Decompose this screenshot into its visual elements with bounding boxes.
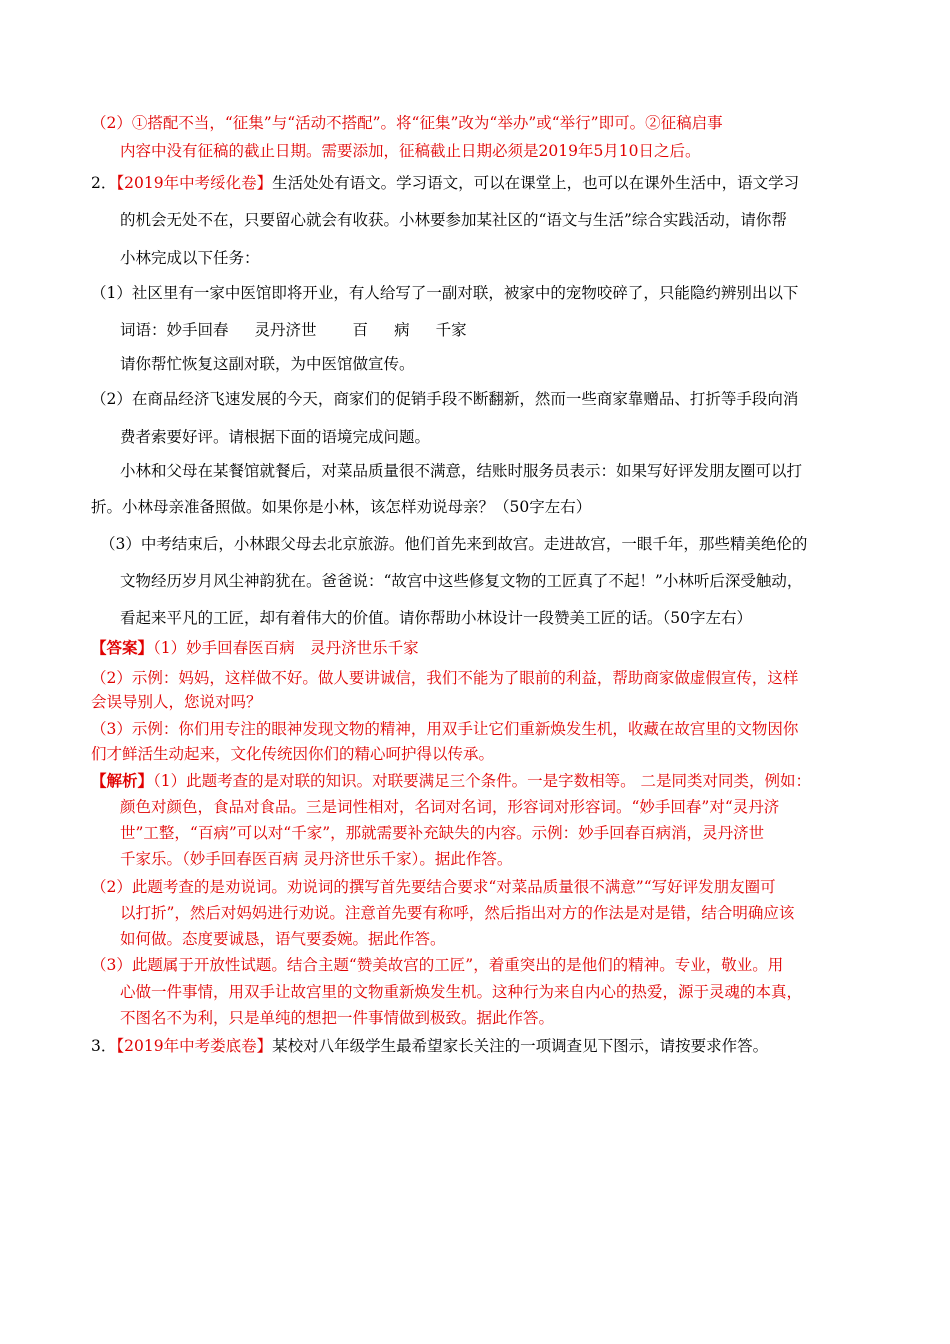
- answer-2-line-1: （2）示例：妈妈，这样做不好。做人要讲诚信，我们不能为了眼前的利益，帮助商家做虚假宣传，这样: [91, 669, 799, 687]
- question-stem: 某校对八年级学生最希望家长关注的一项调查见下图示，请按要求作答。: [272, 1037, 769, 1055]
- analysis-2-line-2: 以打折”，然后对妈妈进行劝说。注意首先要有称呼，然后指出对方的作法是对是错，结合明确应该: [120, 904, 795, 922]
- word-item: 灵丹济世: [254, 321, 317, 339]
- analysis-1-line-4: 千家乐。（妙手回春医百病 灵丹济世乐千家）。据此作答。: [120, 850, 513, 868]
- answer-1: （1）妙手回春医百病 灵丹济世乐千家: [153, 639, 419, 657]
- analysis-label: 【解析】: [91, 771, 154, 790]
- question-stem-line-3: 小林完成以下任务：: [120, 249, 260, 267]
- question-source-tag: 【2019年中考娄底卷】: [116, 1037, 273, 1055]
- analysis-3-line-2: 心做一件事情，用双手让故宫里的文物重新焕发生机。这种行为来自内心的热爱，源于灵魂的本真，: [120, 983, 803, 1001]
- question-3-line: [91, 1036, 768, 1056]
- prev-answer-line-1: （2）①搭配不当，“征集”与“活动不搭配”。将“征集”改为“举办”或“举行”即可。②征稿启事: [91, 114, 723, 132]
- analysis-1-line-1: （1）此题考查的是对联的知识。对联要满足三个条件。一是字数相等。 二是同类对同类，例如：: [153, 772, 812, 790]
- analysis-2-line-1: （2）此题考查的是劝说词。劝说词的撰写首先要结合要求“对菜品质量很不满意”“写好评发朋友圈可: [91, 878, 776, 896]
- word-item: 百: [352, 321, 369, 339]
- sub-question-2-line-1: （2）在商品经济飞速发展的今天，商家们的促销手段不断翻新，然而一些商家靠赠品、打折等手段向消: [91, 390, 799, 408]
- sub-question-3-line-3: 看起来平凡的工匠，却有着伟大的价值。请你帮助小林设计一段赞美工匠的话。（50字左右）: [120, 609, 752, 627]
- question-2-first-line: [91, 173, 799, 193]
- analysis-3-line-3: 不图名不为利，只是单纯的想把一件事情做到极致。据此作答。: [120, 1009, 555, 1027]
- question-source-tag: 【2019年中考绥化卷】: [116, 174, 273, 192]
- analysis-2-line-3: 如何做。态度要诚恳，语气要委婉。据此作答。: [120, 930, 446, 948]
- sub-question-1-words: [120, 320, 540, 340]
- sub-question-2-line-2: 费者索要好评。请根据下面的语境完成问题。: [120, 428, 431, 446]
- sub-question-1-line-1: （1）社区里有一家中医馆即将开业，有人给写了一副对联，被家中的宠物咬碎了，只能隐约辨别出以下: [91, 284, 799, 302]
- words-label: 词语：: [120, 321, 167, 339]
- word-item: 病: [394, 321, 410, 339]
- prev-answer-line-2: 内容中没有征稿的截止日期。需要添加，征稿截止日期必须是2019年5月10日之后。: [120, 142, 701, 160]
- sub-question-2-line-3: 小林和父母在某餐馆就餐后，对菜品质量很不满意，结账时服务员表示：如果写好评发朋友圈可以打: [120, 462, 803, 480]
- answer-2-line-2: 会误导别人，您说对吗？: [91, 693, 262, 711]
- answer-3-line-2: 们才鲜活生动起来，文化传统因你们的精心呵护得以传承。: [91, 745, 495, 763]
- question-number: 3．: [91, 1037, 117, 1055]
- word-item: 千家: [435, 321, 467, 339]
- answer-label: 【答案】: [91, 638, 154, 657]
- question-stem: 生活处处有语文。学习语文，可以在课堂上，也可以在课外生活中，语文学习: [272, 174, 800, 192]
- answer-3-line-1: （3）示例：你们用专注的眼神发现文物的精神，用双手让它们重新焕发生机，收藏在故宫里的文物因你: [91, 720, 799, 738]
- answer-line-1: [91, 638, 419, 658]
- sub-question-3-line-2: 文物经历岁月风尘神韵犹在。爸爸说：“故宫中这些修复文物的工匠真了不起！”小林听后深受触动，: [120, 572, 803, 590]
- analysis-3-line-1: （3）此题属于开放性试题。结合主题“赞美故宫的工匠”，着重突出的是他们的精神。专业，敬业。用: [91, 956, 784, 974]
- question-number: 2．: [91, 174, 117, 192]
- word-item: 妙手回春: [166, 321, 229, 339]
- analysis-1-line-3: 世”工整，“百病”可以对“千家”，那就需要补充缺失的内容。示例：妙手回春百病消，灵丹济世: [120, 824, 765, 842]
- analysis-1-line-2: 颜色对颜色，食品对食品。三是词性相对，名词对名词，形容词对形容词。“妙手回春”对“灵丹济: [120, 798, 780, 816]
- analysis-line-1: [91, 771, 811, 791]
- sub-question-2-line-4: 折。小林母亲准备照做。如果你是小林，该怎样劝说母亲？（50字左右）: [91, 498, 592, 516]
- sub-question-3-line-1: （3）中考结束后，小林跟父母去北京旅游。他们首先来到故宫。走进故宫，一眼千年，那些精美绝伦的: [100, 535, 808, 553]
- question-stem-line-2: 的机会无处不在，只要留心就会有收获。小林要参加某社区的“语文与生活”综合实践活动，请你帮: [120, 211, 787, 229]
- sub-question-1-line-3: 请你帮忙恢复这副对联，为中医馆做宣传。: [120, 355, 415, 373]
